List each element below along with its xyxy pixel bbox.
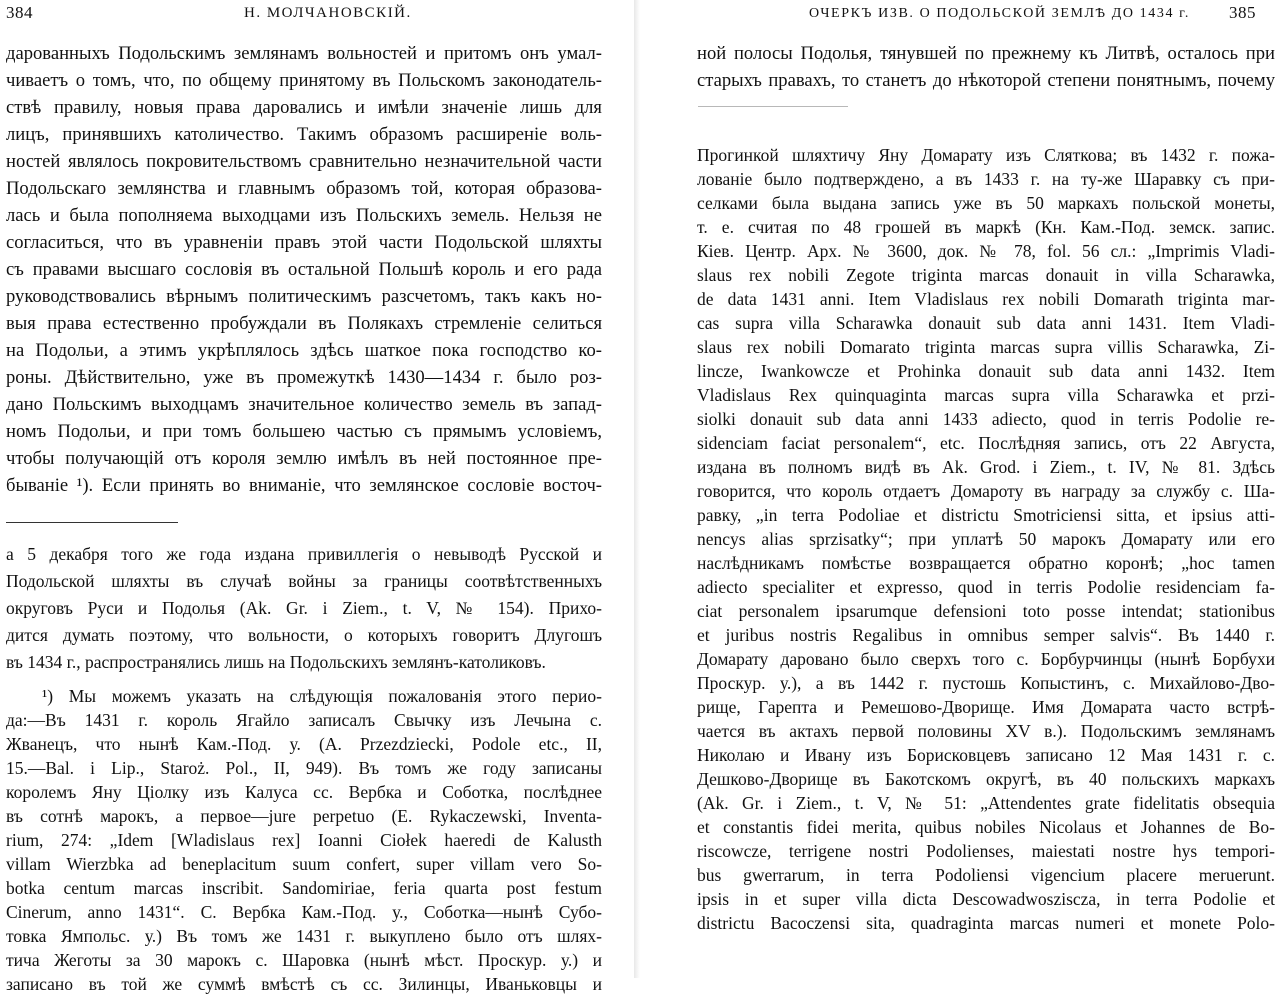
text-line: ной полосы Подолья, тянувшей по прежнему къ Литвѣ, осталось при xyxy=(697,43,1275,64)
text-line: ствѣ правилу, новыя права даровались и имѣли значеніе лишь для xyxy=(6,97,602,118)
note-line: въ 1434 г., распространялись лишь на Подольскихъ землянъ-католиковъ. xyxy=(6,652,546,672)
note-line: а 5 декабря того же года издана привиллегія о невыводѣ Русской и xyxy=(6,544,602,564)
text-line: дано Польскимъ выходцамъ значительное количество земель въ запад- xyxy=(6,394,602,415)
footnote-line: издана въ полномъ видѣ въ Ak. Grod. i Ziem., t. IV, № 81. Здѣсь xyxy=(697,457,1275,477)
text-line: дарованныхъ Подольскимъ землянамъ вольностей и притомъ онъ умал- xyxy=(6,43,602,64)
footnote-line: Дешково-Дворище въ Бакотскомъ округѣ, въ 40 польскихъ маркахъ xyxy=(697,769,1275,789)
footnote-line: Николаю и Ивану изъ Борисковцевъ записано 12 Мая 1431 г. с. xyxy=(697,745,1275,765)
footnote-line: т. е. считая по 48 грошей въ маркѣ (Кн. Кам.-Под. земск. запис. xyxy=(697,217,1275,237)
footnote-line: товка Ямпольс. у.) Въ томъ же 1431 г. выкуплено было отъ шлях- xyxy=(6,926,602,946)
footnote-line: Cinerum, anno 1431“. С. Вербка Кам.-Под. у., Соботка—нынѣ Субо- xyxy=(6,902,602,922)
footnote-separator xyxy=(6,522,178,523)
text-line: чиваетъ о томъ, что, по общему принятому въ Польскомъ законодатель- xyxy=(6,70,602,91)
text-line: лась и была пополняема выходцами изъ Польскихъ земель. Нельзя не xyxy=(6,205,602,226)
footnote-line: тича Жеготы за 30 марокъ с. Шаровка (нынѣ мѣст. Проскур. у.) и xyxy=(6,950,602,970)
text-line: на Подольи, а этимъ укрѣплялось здѣсь шаткое пока господство ко- xyxy=(6,340,602,361)
footnote-line: nencys alias sprzisatky“; при уплатѣ 50 марокъ Домарату или его xyxy=(697,529,1275,549)
right-page xyxy=(640,0,1280,978)
footnote-line: королемъ Яну Ціолку изъ Калуса сс. Вербка и Соботка, послѣднее xyxy=(6,782,602,802)
footnote-line: (Ak. Gr. i Ziem., t. V, № 51: „Attendentes grate fidelitatis obsequia xyxy=(697,793,1275,813)
text-line: лицъ, принявшихъ католичество. Такимъ образомъ расширеніе воль- xyxy=(6,124,602,145)
text-line: бываніе ¹). Если принять во вниманіе, что землянское сословіе восточ- xyxy=(6,475,602,496)
footnote-line: говорится, что король отдаетъ Домароту въ награду за службу с. Ша- xyxy=(697,481,1275,501)
footnote-line: въ сотнѣ марокъ, а первое—jure perpetuo (E. Rykaczewski, Inventa- xyxy=(6,806,602,826)
text-line: Подольскаго землянства и главнымъ образомъ той, которая образова- xyxy=(6,178,602,199)
footnote-line: 15.—Bal. i Lip., Staroż. Pol., II, 949). Въ томъ же году записаны xyxy=(6,758,602,778)
footnote-line: rium, 274: „Idem [Wladislaus rex] Ioanni Ciołek haeredi de Kalusth xyxy=(6,830,602,850)
left-page xyxy=(0,0,634,994)
footnote-line: et juribus nostris Regalibus in omnibus semper salvis“. Въ 1440 г. xyxy=(697,625,1275,645)
note-line: дится думать поэтому, что вольности, о которыхъ говоритъ Длугошъ xyxy=(6,625,602,645)
text-line: ностей являлось покровительствомъ сравнительно незначительной части xyxy=(6,151,602,172)
footnote-line: Vladislaus Rex quinquaginta marcas supra villa Scharawka et przi- xyxy=(697,385,1275,405)
footnote-line: Кіев. Центр. Арх. № 3600, док. № 78, fol. 56 сл.: „Imprimis Vladi- xyxy=(697,241,1275,261)
footnote-line: лованіе было подтверждено, а въ 1433 г. на ту-же Шаравку съ при- xyxy=(697,169,1275,189)
footnote-line: ciat personalem ipsarumque defensioni toto posse intendat; stationibus xyxy=(697,601,1275,621)
left-page-number: 384 xyxy=(6,3,33,22)
text-line: чтобы получающій отъ короля землю имѣлъ въ ней постоянное пре- xyxy=(6,448,602,469)
footnote-line: ipsis in et super villa dicta Descowadwoszisczа, in terra Podolie et xyxy=(697,889,1275,909)
footnote-line: slaus rex nobili Zegote triginta marcas donauit in villa Scharawka, xyxy=(697,265,1275,285)
text-line: руководствовались вѣрнымъ политическимъ разсчетомъ, такъ какъ но- xyxy=(6,286,602,307)
footnote-line: bus gwerrarum, in terra Podoliensi vigencium placere meruerunt. xyxy=(697,865,1275,885)
text-line: роны. Дѣйствительно, уже въ промежуткѣ 1430—1434 г. было роз- xyxy=(6,367,602,388)
note-line: округовъ Руси и Подолья (Ak. Gr. i Ziem., t. V, № 154). Прихо- xyxy=(6,598,602,618)
footnote-line: да:—Въ 1431 г. король Ягайло записалъ Свычку изъ Лечына с. xyxy=(6,710,602,730)
footnote-line: Домарату даровано было сверхъ того с. Борбурчинцы (нынѣ Борбухи xyxy=(697,649,1275,669)
footnote-line: districtu Bacoczensi sita, quadraginta marcas numeri et monete Polo- xyxy=(697,913,1275,933)
text-line: съ правами высшаго сословія въ остальной Польшѣ король и его рада xyxy=(6,259,602,280)
text-line: выя права естественно пробуждали въ Полякахъ стремленіе селиться xyxy=(6,313,602,334)
footnote-line: Жванецъ, что нынѣ Кам.-Под. у. (A. Przezdziecki, Podole etc., II, xyxy=(6,734,602,754)
left-running-head: Н. МОЛЧАНОВСКІЙ. xyxy=(244,5,412,21)
text-line: согласиться, что въ уравненіи правъ этой части Подольской шляхты xyxy=(6,232,602,253)
footnote-line: botka centum marcas inscribit. Sandomiriae, feria quarta post festum xyxy=(6,878,602,898)
footnote-line: чается въ актахъ первой половины XV в.). Подольскимъ землянамъ xyxy=(697,721,1275,741)
footnote-line: adiecto specialiter et expresso, quod in terris Podolie residenciam fa- xyxy=(697,577,1275,597)
footnote-line: записано въ той же суммѣ вмѣстѣ съ сс. Зилинцы, Иваньковцы и xyxy=(6,974,602,994)
footnote-line: cas supra villa Scharawka donauit sub data anni 1431. Item Vladi- xyxy=(697,313,1275,333)
footnote-line: Прогинкой шляхтичу Яну Домарату изъ Сляткова; въ 1432 г. пожа- xyxy=(697,145,1275,165)
footnote-line: селками была выдана запись уже въ 50 маркахъ польской монеты, xyxy=(697,193,1275,213)
footnote-line: равку, „in terra Podoliae et districtu Smotriciensi sitta, et ipsius atti- xyxy=(697,505,1275,525)
note-line: Подольской шляхты въ случаѣ войны за границы соотвѣтственныхъ xyxy=(6,571,602,591)
text-line: номъ Подольи, и при томъ большею частью съ прямымъ условіемъ, xyxy=(6,421,602,442)
right-page-number: 385 xyxy=(1229,3,1256,22)
right-running-head: ОЧЕРКЪ ИЗВ. О ПОДОЛЬСКОЙ ЗЕМЛѢ ДО 1434 г. xyxy=(809,6,1191,21)
footnote-line: sidenciam faciat personalem“, etc. Послѣдняя запись, отъ 22 Августа, xyxy=(697,433,1275,453)
footnote-line: siolki donauit sub data anni 1433 adiecto, quod in terris Podolie re- xyxy=(697,409,1275,429)
footnote-line: riscowcze, terrigene nostri Podolienses, maiestati nostre hys tempori- xyxy=(697,841,1275,861)
footnote-separator xyxy=(698,106,848,107)
text-line: старыхъ правахъ, то станетъ до нѣкоторой степени понятнымъ, почему xyxy=(697,70,1275,91)
footnote-line: наслѣдникамъ помѣстье возвращается обратно коронѣ; „hoc tamen xyxy=(697,553,1275,573)
footnote-line: slaus rex nobili Domarato triginta marcas supra villis Scharawka, Zi- xyxy=(697,337,1275,357)
footnote-line: Проскур. у.), а въ 1442 г. пустошь Копыстинъ, с. Михайлово-Дво- xyxy=(697,673,1275,693)
footnote-line: villam Wierzbka ad beneplacitum suum confert, super villam vero So- xyxy=(6,854,602,874)
footnote-line: et constantis fidei merita, quibus nobiles Nicolaus et Johannes de Bo- xyxy=(697,817,1275,837)
footnote-line: рище, Гарепта и Ремешово-Дворище. Имя Домарата часто встрѣ- xyxy=(697,697,1275,717)
footnote-line: lincze, Iwankowcze et Prohinka donauit sub data anni 1432. Item xyxy=(697,361,1275,381)
footnote-line: de data 1431 anni. Item Vladislaus rex nobili Domarath triginta mar- xyxy=(697,289,1275,309)
footnote-line: ¹) Мы можемъ указать на слѣдующія пожалованія этого перио- xyxy=(42,686,602,706)
